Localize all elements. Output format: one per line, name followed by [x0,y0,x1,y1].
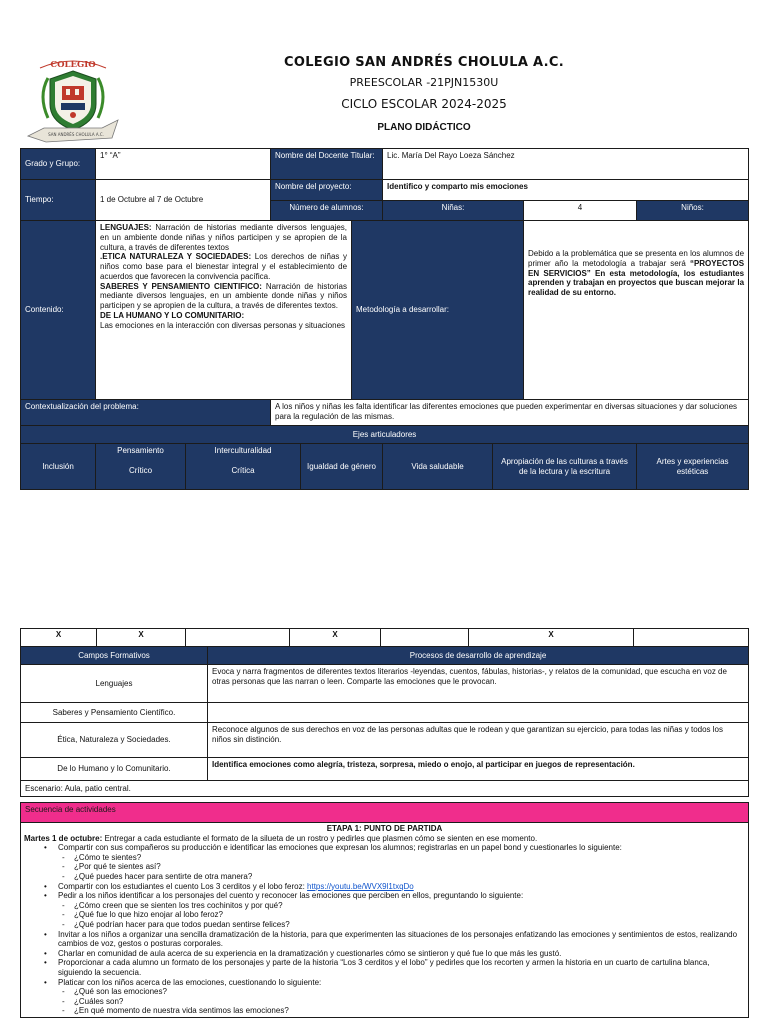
process-lenguajes: Evoca y narra fragmentos de diferentes textos literarios -leyendas, cuentos, fábulas, historias-, y relatos de la comunidad, que escucha en voz de otras personas que las narran o leen. Comparte las emociones que le provocan. [208,665,749,703]
mark-igualdad: X [290,629,381,647]
axis-interculturalidad-line1: Interculturalidad [214,446,272,455]
sequence-content [21,823,749,1018]
list-item: • Invitar a los niños a organizar una sencilla dramatización de la historia, para que experimenten las situaciones de los personajes enfatizando las emociones y sentimientos de estos, realizando cambios de voz, gestos o posturas corporales. [24,930,745,949]
list-item: - ¿Cómo te sientes? [24,853,745,863]
learning-fields-table [20,628,749,1018]
school-name: COLEGIO SAN ANDRÉS CHOLULA A.C. [284,55,564,70]
axes-title: Ejes articuladores [21,426,749,444]
list-item-text: Compartir con los estudiantes el cuento Los 3 cerditos y el lobo feroz: [58,881,308,891]
field-saberes: Saberes y Pensamiento Científico. [21,703,208,723]
field-lenguajes: Lenguajes [21,665,208,703]
school-cycle: CICLO ESCOLAR 2024-2025 [341,97,507,111]
axis-igualdad-genero: Igualdad de género [301,444,383,490]
grade-label: Grado y Grupo: [21,149,96,180]
process-etica: Reconoce algunos de sus derechos en voz de las personas adultas que le rodean y que garantizan su ejercicio, para todas las niñas y todos los niños sin distinción. [208,723,749,758]
content-label: Contenido: [21,221,96,400]
sequence-list [24,843,745,1016]
context-label: Contextualización del problema: [21,400,271,426]
campos-header: Campos Formativos [21,647,208,665]
document-title: PLANO DIDÁCTICO [377,122,471,133]
teacher-value: Lic. María Del Rayo Loeza Sánchez [383,149,749,180]
axis-artes-experiencias: Artes y experiencias estéticas [637,444,749,490]
axis-interculturalidad-line2: Crítica [231,465,255,475]
list-item: - ¿Por qué te sientes así? [24,862,745,872]
list-item: - ¿Cuáles son? [24,997,745,1007]
teacher-label: Nombre del Docente Titular: [271,149,383,180]
procesos-header: Procesos de desarrollo de aprendizaje [208,647,749,665]
axis-interculturalidad-critica [186,444,301,490]
mark-artes [634,629,749,647]
content-etica-text: Los derechos de niñas y niños como base para el bienestar integral y el establecimiento de acuerdos que favorecen la convivencia pacífica. [100,252,348,281]
list-item: • Pedir a los niños identificar a los personajes del cuento y reconocer las emociones que perciben en ellos, preguntando lo siguiente: [24,891,745,901]
list-item: - ¿Qué puedes hacer para sentirte de otra manera? [24,872,745,882]
method-text-emphasis: “PROYECTOS EN SERVICIOS” En esta metodología, los estudiantes aprenden y trabajan en proyectos que buscan mejorar la realidad de su entorno. [528,258,745,297]
sequence-title: Secuencia de actividades [21,803,749,823]
time-label: Tiempo: [21,180,96,221]
boys-label: Niños: [637,201,749,221]
axis-pensamiento-line1: Pensamiento [117,446,164,455]
axis-apropiacion-culturas: Apropiación de las culturas a través de la lectura y la escritura [493,444,637,490]
content-description [96,221,352,400]
mark-inclusion: X [21,629,97,647]
process-humano: Identifica emociones como alegría, tristeza, sorpresa, miedo o enojo, al participar en juegos de representación. [208,758,749,781]
mark-pensamiento: X [97,629,186,647]
sequence-day-label: Martes 1 de octubre: [24,833,103,843]
mark-vida-saludable [381,629,469,647]
school-logo-icon [26,56,120,144]
content-humano-title: DE LA HUMANO Y LO COMUNITARIO: [100,310,245,320]
svg-text:COLEGIO: COLEGIO [50,60,96,70]
sequence-day [24,834,745,844]
field-humano: De lo Humano y lo Comunitario. [21,758,208,781]
document-header [0,0,768,148]
axis-inclusion: Inclusión [21,444,96,490]
project-value: Identifico y comparto mis emociones [383,180,749,201]
project-label: Nombre del proyecto: [271,180,383,201]
content-saberes-text: Narración de historias mediante diversos lenguajes, en un ambiente donde niñas y niños participen y se apropien de la cultura, a través de diferentes textos. [100,281,348,310]
list-item: - ¿En qué momento de nuestra vida sentimos las emociones? [24,1006,745,1016]
video-link[interactable]: https://youtu.be/WVX9l1txqDo [307,881,414,891]
list-item: • Compartir con sus compañeros su producción e identificar las emociones que expresan los alumnos; registrarlas en un papel bond y cuestionarles lo siguiente: [24,843,745,853]
process-saberes [208,703,749,723]
girls-value: 4 [524,201,637,221]
content-lenguajes-title: LENGUAJES: [100,223,152,232]
sequence-stage: ETAPA 1: PUNTO DE PARTIDA [326,824,443,833]
grade-value: 1° “A” [96,149,271,180]
axis-pensamiento-critico [96,444,186,490]
method-label: Metodología a desarrollar: [352,221,524,400]
content-lenguajes-text: Narración de historias mediante diversos lenguajes, en un ambiente donde niñas y niños participen y se apropien de la cultura, a través de diferentes textos [100,223,348,252]
method-description [524,221,749,400]
list-item: - ¿Qué fue lo que hizo enojar al lobo feroz? [24,910,745,920]
mark-apropiacion: X [469,629,634,647]
field-etica: Ética, Naturaleza y Sociedades. [21,723,208,758]
students-label: Número de alumnos: [271,201,383,221]
axis-vida-saludable: Vida saludable [383,444,493,490]
time-value: 1 de Octubre al 7 de Octubre [96,180,271,221]
list-item [24,882,745,892]
list-item: • Proporcionar a cada alumno un formato de los personajes y parte de la historia “Los 3 cerditos y el lobo” y pedirles que los recorten y armen la historia en un cuarto de cartulina blanca, siguiendo la secuencia. [24,958,745,977]
mark-interculturalidad [186,629,290,647]
list-item: - ¿Qué son las emociones? [24,987,745,997]
list-item: - ¿Cómo creen que se sienten los tres cochinitos y por qué? [24,901,745,911]
content-etica-title: .ETICA NATURALEZA Y SOCIEDADES: [100,252,252,262]
list-item: • Charlar en comunidad de aula acerca de su experiencia en la dramatización y cuestionarles cómo se sintieron y qué fue lo que más les gustó. [24,949,745,959]
scenario: Escenario: Aula, patio central. [21,781,749,797]
method-text-intro: Debido a la problemática que se presenta en los alumnos de primer año la metodología a trabajar será [528,249,745,268]
axis-pensamiento-line2: Crítico [128,465,153,475]
planning-info-table [20,148,749,490]
list-item: - ¿Qué podrían hacer para que todos puedan sentirse felices? [24,920,745,930]
svg-text:SAN ANDRÉS CHOLULA A.C.: SAN ANDRÉS CHOLULA A.C. [48,132,104,137]
list-item: • Platicar con los niños acerca de las emociones, cuestionando lo siguiente: [24,978,745,988]
context-value: A los niños y niñas les falta identificar las diferentes emociones que pueden experimentar en diversas situaciones y dar soluciones para la regulación de las mismas. [271,400,749,426]
school-level: PREESCOLAR -21PJN1530U [349,76,499,89]
sequence-day-text: Entregar a cada estudiante el formato de la silueta de un rostro y pedirles que plasmen cómo se sienten en ese momento. [102,833,538,843]
content-humano-text: Las emociones en la interacción con diversas personas y situaciones [100,320,346,330]
content-saberes-title: SABERES Y PENSAMIENTO CIENTIFICO: [100,281,262,291]
girls-label: Niñas: [383,201,524,221]
